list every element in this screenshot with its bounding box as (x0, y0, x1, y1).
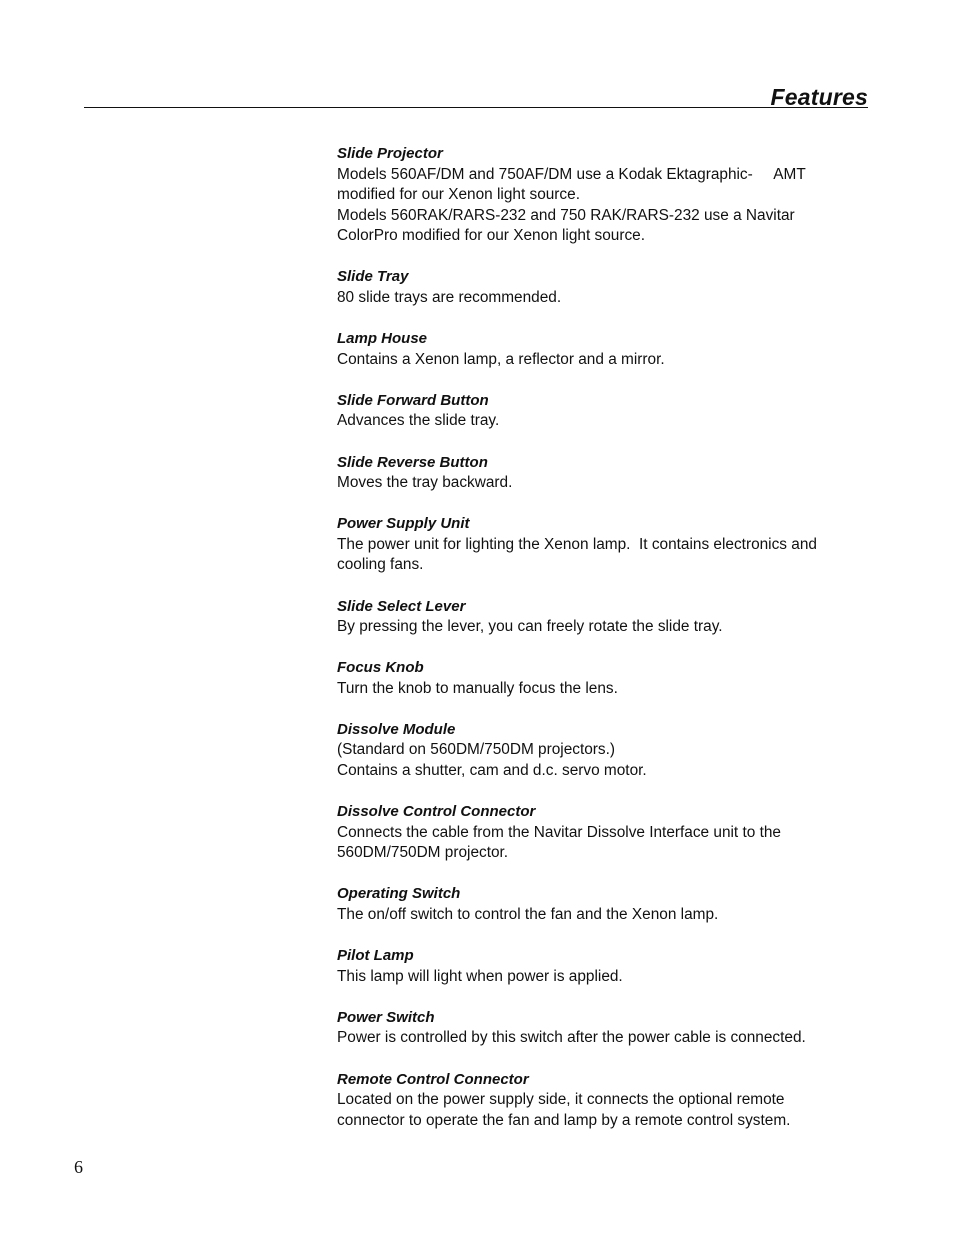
feature-item (337, 514, 862, 576)
feature-description: This lamp will light when power is applied. (337, 967, 623, 985)
feature-description: By pressing the lever, you can freely rotate the slide tray. (337, 618, 723, 636)
page-header (84, 80, 868, 108)
feature-description: Contains a shutter, cam and d.c. servo motor. (337, 762, 647, 780)
feature-description: Power is controlled by this switch after the power cable is connected. (337, 1029, 806, 1047)
feature-item (337, 391, 862, 432)
feature-item (337, 884, 862, 925)
feature-description: 80 slide trays are recommended. (337, 289, 562, 307)
feature-title: Slide Select Lever (337, 597, 466, 615)
feature-description: ColorPro modified for our Xenon light source. (337, 227, 645, 245)
feature-description: cooling fans. (337, 556, 424, 574)
feature-title: Power Switch (337, 1008, 435, 1026)
feature-title: Pilot Lamp (337, 947, 414, 965)
feature-title: Operating Switch (337, 885, 461, 903)
feature-item (337, 329, 862, 370)
feature-item (337, 597, 862, 638)
feature-description: Models 560RAK/RARS-232 and 750 RAK/RARS-232 use a Navitar (337, 206, 795, 224)
page-title: Features (770, 84, 868, 110)
feature-title: Slide Projector (337, 145, 443, 162)
feature-description: Turn the knob to manually focus the lens. (337, 679, 618, 697)
feature-description: Contains a Xenon lamp, a reflector and a mirror. (337, 350, 665, 368)
feature-title: Lamp House (337, 330, 428, 348)
feature-description: modified for our Xenon light source. (337, 186, 580, 204)
page-number: 6 (74, 1157, 83, 1177)
feature-description: Advances the slide tray. (337, 412, 500, 430)
feature-description: (Standard on 560DM/750DM projectors.) (337, 741, 616, 759)
feature-description: The on/off switch to control the fan and the Xenon lamp. (337, 906, 719, 924)
feature-description: Connects the cable from the Navitar Dissolve Interface unit to the (337, 823, 781, 841)
feature-description: Moves the tray backward. (337, 474, 513, 492)
feature-description: The power unit for lighting the Xenon lamp. It contains electronics and (337, 535, 817, 553)
feature-title: Dissolve Control Connector (337, 803, 536, 821)
feature-description: Located on the power supply side, it connects the optional remote (337, 1091, 785, 1109)
feature-description: 560DM/750DM projector. (337, 844, 509, 862)
feature-item (337, 720, 862, 782)
feature-description: Models 560AF/DM and 750AF/DM use a Kodak Ektagraphic- AMT (337, 165, 806, 183)
feature-item (337, 802, 862, 864)
feature-title: Remote Control Connector (337, 1070, 529, 1088)
feature-item (337, 1008, 862, 1049)
feature-title: Slide Forward Button (337, 391, 489, 409)
feature-item (337, 144, 862, 247)
feature-title: Slide Tray (337, 268, 409, 286)
feature-item (337, 946, 862, 987)
feature-title: Dissolve Module (337, 720, 456, 738)
feature-item (337, 1070, 862, 1132)
feature-description: connector to operate the fan and lamp by a remote control system. (337, 1111, 791, 1129)
feature-title: Slide Reverse Button (337, 453, 488, 471)
feature-item (337, 658, 862, 699)
feature-item (337, 453, 862, 494)
feature-item (337, 267, 862, 308)
feature-list (337, 144, 862, 1152)
feature-title: Focus Knob (337, 659, 424, 677)
feature-title: Power Supply Unit (337, 515, 470, 533)
